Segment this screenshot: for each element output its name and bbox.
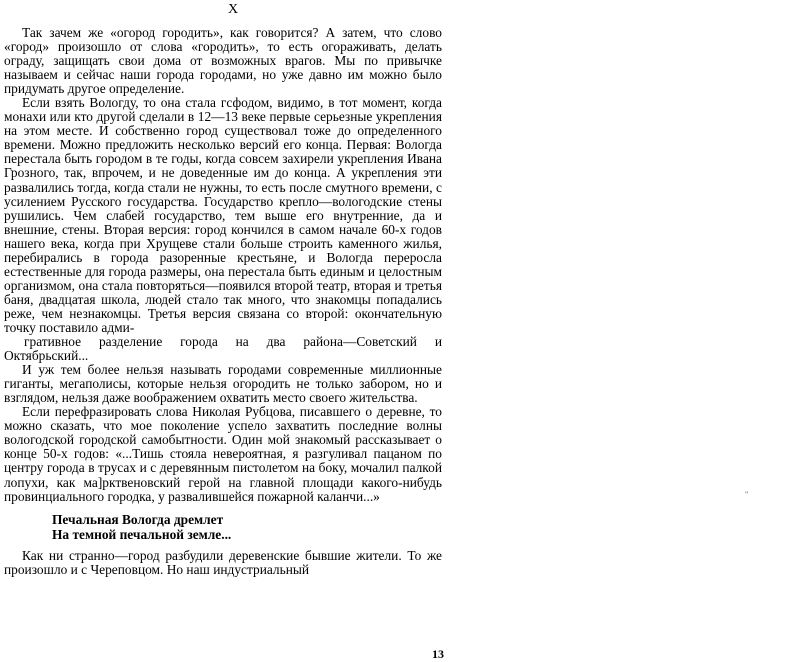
verse-quote [4, 512, 442, 542]
text-column [4, 26, 442, 577]
page-number: 13 [432, 647, 444, 661]
paragraph: Как ни странно—город разбудили деревенские бывшие жители. То же произошло и с Череповцом. Но наш индустриальный [4, 547, 442, 577]
paragraph: Если взять Вологду, то она стала гсфодом, видимо, в тот момент, когда монахи или кто другой сделали в 12—13 веке первые серьезные укрепления на этом месте. И собственно город существовал тоже до определенного времени. Можно предложить несколько версий его конца. Первая: Вологда перестала быть городом в те годы, когда совсем захирели укрепления Ивана Грозного, так, впрочем, и не доведенные им до конца. А укрепления эти развалились тогда, когда стали не нужны, то есть после смутного времени, с усилением Русского государства. Государство крепло—вологодские стены рушились. Чем слабей государство, тем выше его внутренние, да и внешние, стены. Вторая версия: город кончился в самом начале 60-х годов нашего века, когда при Хрущеве стали больше строить каменного жилья, перебирались в города разоренные крестьяне, и Вологда переросла естественные для города размеры, она перестала быть единым и целостным организмом, она стала повторяться—появился второй театр, вторая и третья баня, двадцатая школа, людей стало так много, что знакомцы попадались реже, чем незнакомцы. Третья версия связана со второй: окончательную точку поставило адми- [4, 95, 442, 335]
verse-line: На темной печальной земле... [52, 526, 232, 542]
paragraph: Так зачем же «огород городить», как говорится? А затем, что слово «город» произошло от слова «городить», то есть огораживать, делать ограду, защищать свои дома от возможных врагов. Мы по привычке называем и сейчас наши города городами, но уже давно им можно было придумать другое определение. [4, 25, 442, 97]
chapter-number: X [228, 2, 239, 17]
verse-line: Печальная Вологда дремлет [52, 511, 224, 527]
paragraph: Если перефразировать слова Николая Рубцова, писавшего о деревне, то можно сказать, что мое поколение успело захватить последние волны вологодской городской самобытности. Один мой знакомый рассказывает о конце 50-х годов: «...Тишь стояла невероятная, я разгуливал пацаном по центру города в трусах и с деревянным пистолетом на боку, мочалил палкой лопухи, как ма]рктвеновский герой на главной площади какого-нибудь провинциального городка, у развалившейся пожарной каланчи...» [4, 404, 442, 504]
paragraph: И уж тем более нельзя называть городами современные миллионные гиганты, мегаполисы, которые нельзя огородить не только забором, но и взглядом, нельзя даже воображением охватить место своего жительства. [4, 362, 442, 406]
stray-mark: " [745, 490, 749, 499]
paragraph: гративное разделение города на два района—Советский и Октябрьский... [4, 334, 442, 364]
